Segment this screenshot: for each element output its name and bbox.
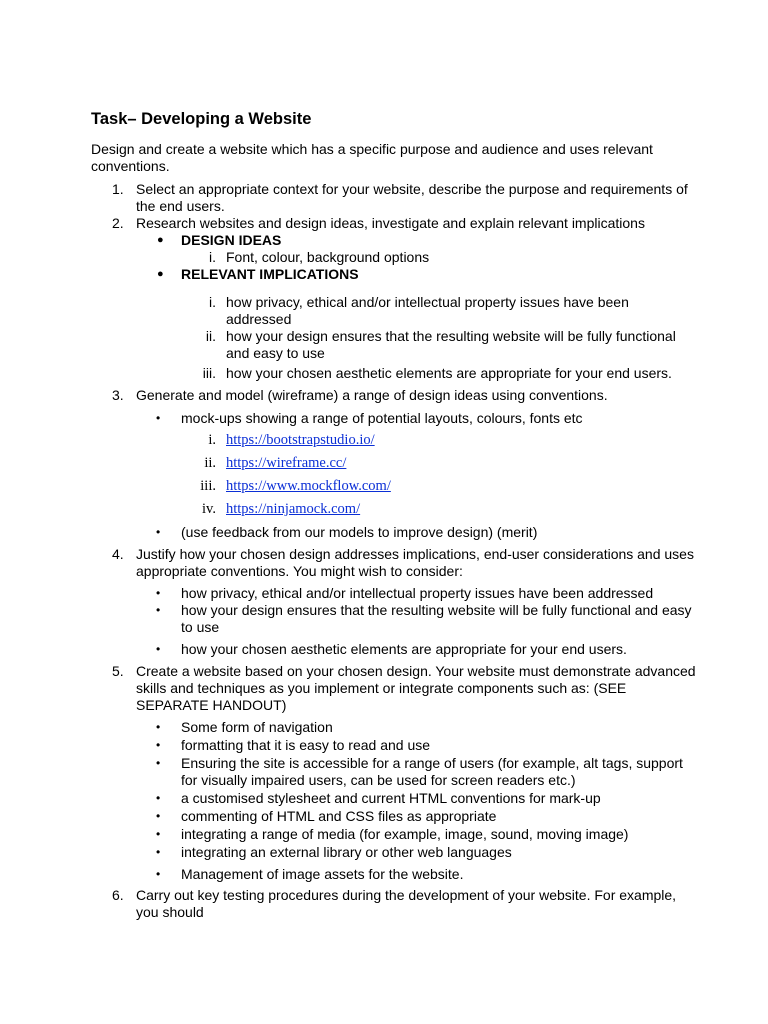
bullet-item <box>0 808 701 825</box>
bullet-item-text: commenting of HTML and CSS files as appropriate <box>181 808 497 824</box>
list-item-text: Create a website based on your chosen design. Your website must demonstrate advanced skills and techniques as you implement or integrate components such as: (SEE SEPARATE HANDOUT) <box>136 663 696 713</box>
bullet-icon: • <box>156 525 161 539</box>
bullet-item <box>0 585 701 602</box>
bullet-item-text: Some form of navigation <box>181 719 333 735</box>
intro-paragraph: Design and create a website which has a specific purpose and audience and uses relevant conventions. <box>91 141 653 174</box>
bullet-item <box>0 602 701 636</box>
list-number: 5. <box>112 663 124 679</box>
list-item <box>0 546 696 580</box>
bullet-icon: • <box>156 411 161 425</box>
list-number: 2. <box>112 215 124 231</box>
bullet-icon: • <box>156 809 161 823</box>
list-number: 1. <box>112 181 124 197</box>
list-item <box>0 215 696 232</box>
bullet-icon: • <box>156 586 161 600</box>
list-item-text: Research websites and design ideas, investigate and explain relevant implications <box>136 215 645 231</box>
bullet-icon: • <box>156 642 161 656</box>
bullet-item-text: how privacy, ethical and/or intellectual property issues have been addressed <box>181 585 654 601</box>
link-item <box>0 432 676 449</box>
bullet-icon: • <box>156 827 161 841</box>
list-item <box>0 181 696 215</box>
bullet-item-text: (use feedback from our models to improve design) (merit) <box>181 524 538 540</box>
task-list <box>0 181 768 921</box>
bullet-icon: • <box>156 720 161 734</box>
wireframe-link[interactable]: https://wireframe.cc/ <box>226 455 347 471</box>
roman-item-text: how your chosen aesthetic elements are appropriate for your end users. <box>226 365 672 381</box>
list-item-text: Carry out key testing procedures during the development of your website. For example, you should <box>136 887 677 920</box>
page-title: Task– Developing a Website <box>91 110 312 128</box>
bullet-icon: • <box>156 603 161 617</box>
bullet-item <box>0 719 701 736</box>
bullet-item <box>0 844 701 861</box>
roman-numeral: ii. <box>204 455 216 471</box>
roman-numeral: i. <box>209 249 216 265</box>
bullet-item-text: Management of image assets for the website. <box>181 866 464 882</box>
bullet-item <box>0 410 701 427</box>
bullet-item <box>0 790 701 807</box>
roman-numeral: iii. <box>202 365 216 381</box>
roman-item <box>0 328 676 362</box>
subheading-design-ideas: DESIGN IDEAS <box>181 232 282 248</box>
bullet-icon: • <box>156 791 161 805</box>
roman-item-text: how privacy, ethical and/or intellectual property issues have been addressed <box>226 294 629 327</box>
bullet-icon: ● <box>157 268 164 280</box>
bullet-item <box>0 266 701 283</box>
bullet-item-text: integrating a range of media (for example, image, sound, moving image) <box>181 826 629 842</box>
list-item-text: Justify how your chosen design addresses implications, end-user considerations and uses appropriate conventions. You might wish to consider: <box>136 546 694 579</box>
link-item <box>0 455 676 472</box>
bullet-item <box>0 866 701 883</box>
bullet-item-text: how your chosen aesthetic elements are appropriate for your end users. <box>181 641 627 657</box>
bullet-item <box>0 755 701 789</box>
bootstrapstudio-link[interactable]: https://bootstrapstudio.io/ <box>226 432 375 448</box>
bullet-item-text: a customised stylesheet and current HTML conventions for mark-up <box>181 790 601 806</box>
bullet-item-text: Ensuring the site is accessible for a range of users (for example, alt tags, support for visually impaired users, can be used for screen readers etc.) <box>181 755 683 788</box>
roman-item <box>0 294 676 328</box>
roman-numeral: ii. <box>205 328 216 344</box>
list-number: 4. <box>112 546 124 562</box>
bullet-item-text: integrating an external library or other web languages <box>181 844 512 860</box>
bullet-item-text: formatting that it is easy to read and use <box>181 737 431 753</box>
list-item <box>0 887 696 921</box>
bullet-icon: • <box>156 845 161 859</box>
list-item-text: Select an appropriate context for your website, describe the purpose and requirements of the end users. <box>136 181 688 214</box>
list-item <box>0 663 696 714</box>
link-item <box>0 501 676 518</box>
ninjamock-link[interactable]: https://ninjamock.com/ <box>226 501 361 517</box>
roman-numeral: iv. <box>202 501 216 517</box>
mockflow-link[interactable]: https://www.mockflow.com/ <box>226 478 391 494</box>
bullet-item <box>0 826 701 843</box>
bullet-icon: • <box>156 756 161 770</box>
bullet-item-text: how your design ensures that the resulting website will be fully functional and easy to use <box>181 602 692 635</box>
bullet-icon: • <box>156 738 161 752</box>
bullet-item <box>0 524 701 541</box>
roman-item <box>0 365 676 382</box>
list-number: 3. <box>112 387 124 403</box>
roman-numeral: i. <box>208 432 216 448</box>
subheading-relevant-implications: RELEVANT IMPLICATIONS <box>181 266 359 282</box>
roman-item-text: how your design ensures that the resulting website will be fully functional and easy to use <box>226 328 676 361</box>
bullet-icon: ● <box>157 234 164 246</box>
bullet-item <box>0 232 701 249</box>
roman-item <box>0 249 676 266</box>
roman-item-text: Font, colour, background options <box>226 249 430 265</box>
link-item <box>0 478 676 495</box>
list-number: 6. <box>112 887 124 903</box>
bullet-icon: • <box>156 867 161 881</box>
bullet-item-text: mock-ups showing a range of potential layouts, colours, fonts etc <box>181 410 583 426</box>
list-item-text: Generate and model (wireframe) a range of design ideas using conventions. <box>136 387 608 403</box>
bullet-item <box>0 641 701 658</box>
roman-numeral: iii. <box>200 478 216 494</box>
roman-numeral: i. <box>209 294 216 310</box>
list-item <box>0 387 696 404</box>
bullet-item <box>0 737 701 754</box>
